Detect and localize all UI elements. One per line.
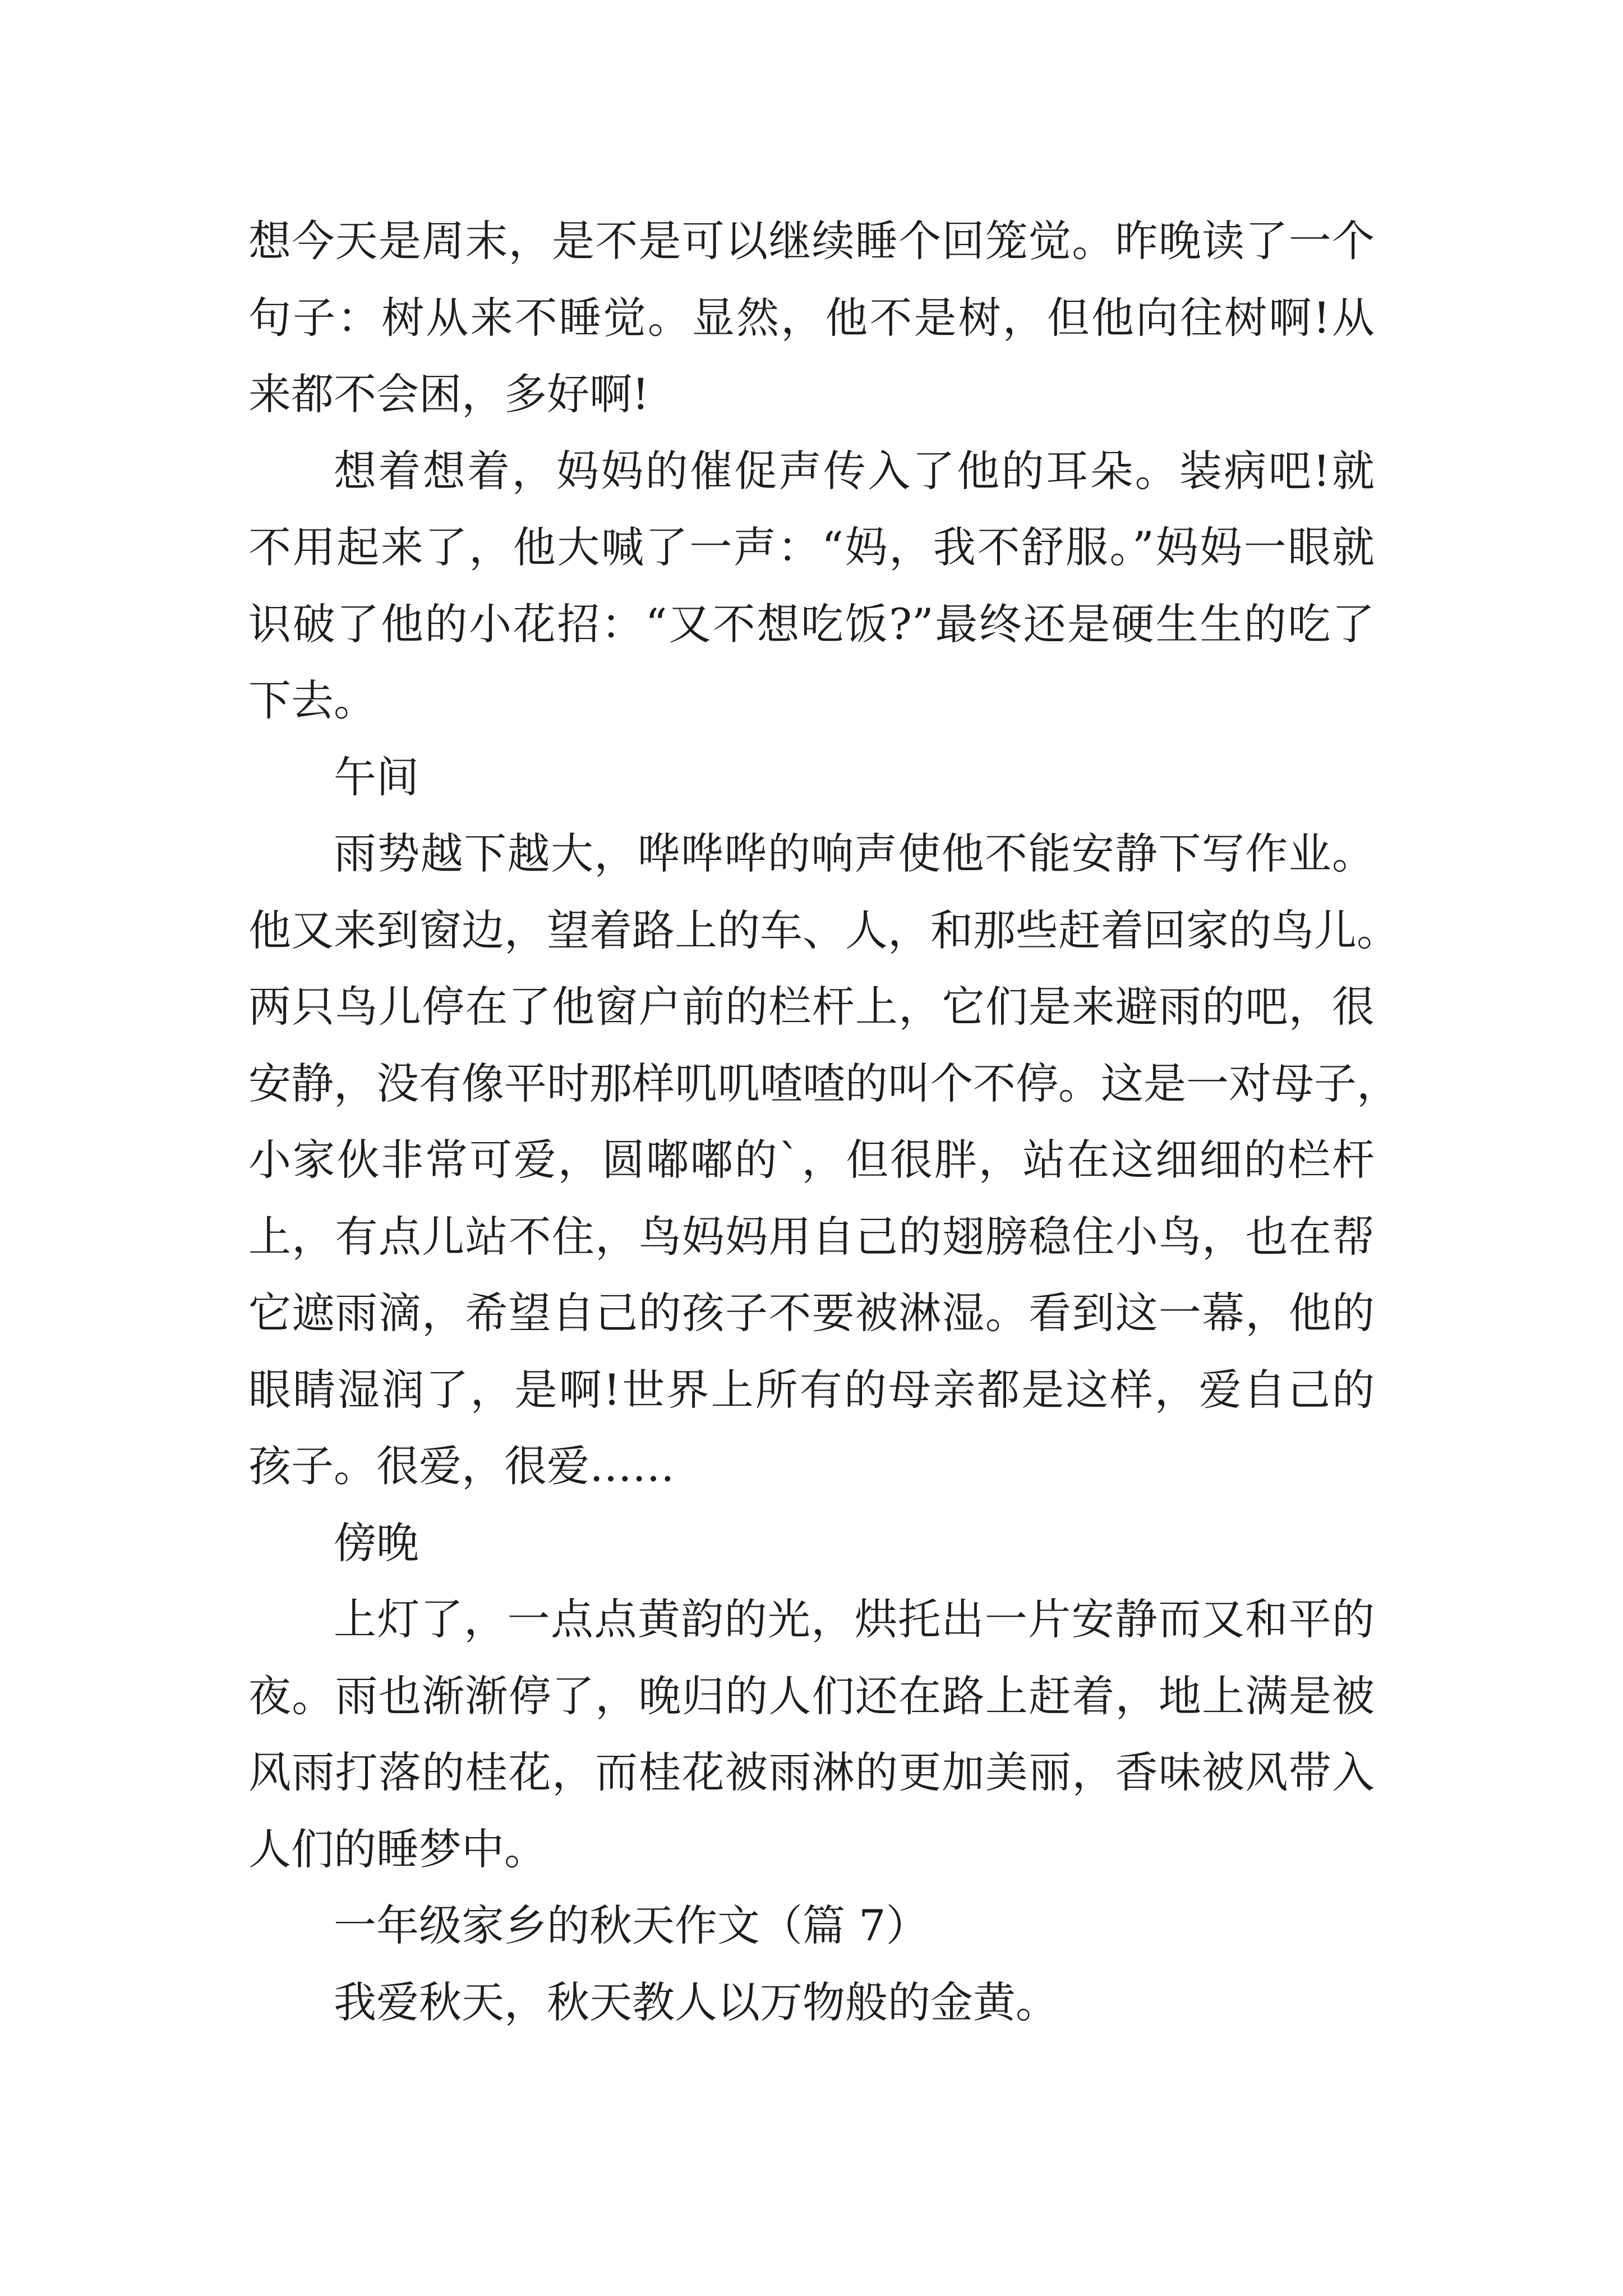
text-line: 安静，没有像平时那样叽叽喳喳的叫个不停。这是一对母子， (248, 1058, 1399, 1108)
text-line: 眼睛湿润了，是啊!世界上所有的母亲都是这样，爱自己的 (248, 1364, 1375, 1415)
text-line: 雨势越下越大，哗哗哗的响声使他不能安静下写作业。 (334, 829, 1375, 878)
paragraph (248, 1581, 1375, 1888)
text-line: 下去。 (248, 675, 376, 725)
text-line: 夜。雨也渐渐停了，晚归的人们还在路上赶着，地上满是被 (248, 1671, 1375, 1721)
section-heading (248, 1505, 1375, 1582)
essay-title-text: 一年级家乡的秋天作文（篇 7） (334, 1901, 929, 1950)
text-line: 我爱秋天，秋天教人以万物般的金黄。 (334, 1977, 1058, 2027)
section-heading (248, 739, 1375, 816)
text-line: 想今天是周末，是不是可以继续睡个回笼觉。昨晚读了一个 (248, 216, 1375, 266)
text-line: 它遮雨滴，希望自己的孩子不要被淋湿。看到这一幕，他的 (248, 1288, 1375, 1338)
paragraph (248, 816, 1399, 1505)
text-line: 想着想着，妈妈的催促声传入了他的耳朵。装病吧!就 (334, 445, 1375, 496)
text-line: 识破了他的小花招：“又不想吃饭?”最终还是硬生生的吃了 (248, 599, 1375, 649)
text-line: 来都不会困，多好啊! (248, 369, 649, 419)
text-line: 他又来到窗边，望着路上的车、人，和那些赶着回家的鸟儿。 (248, 905, 1399, 955)
text-line: 不用起来了，他大喊了一声：“妈，我不舒服。”妈妈一眼就 (248, 522, 1375, 572)
section-heading-text: 傍晚 (334, 1517, 419, 1568)
text-line: 孩子。很爱，很爱…… (248, 1441, 675, 1491)
section-heading-text: 午间 (334, 752, 419, 802)
essay-title (248, 1888, 1375, 1964)
text-line: 两只鸟儿停在了他窗户前的栏杆上，它们是来避雨的吧，很 (248, 982, 1375, 1032)
text-line: 小家伙非常可爱，圆嘟嘟的`，但很胖，站在这细细的栏杆 (248, 1135, 1375, 1185)
text-line: 上，有点儿站不住，鸟妈妈用自己的翅膀稳住小鸟，也在帮 (248, 1211, 1375, 1262)
text-line: 人们的睡梦中。 (248, 1824, 547, 1874)
text-line: 句子：树从来不睡觉。显然，他不是树，但他向往树啊!从 (248, 292, 1375, 343)
text-line: 上灯了，一点点黄韵的光，烘托出一片安静而又和平的 (334, 1594, 1375, 1644)
document-body (248, 203, 1399, 2041)
text-line: 风雨打落的桂花，而桂花被雨淋的更加美丽，香味被风带入 (248, 1747, 1375, 1797)
paragraph (248, 1964, 1375, 2041)
paragraph (248, 433, 1375, 739)
paragraph (248, 203, 1375, 433)
